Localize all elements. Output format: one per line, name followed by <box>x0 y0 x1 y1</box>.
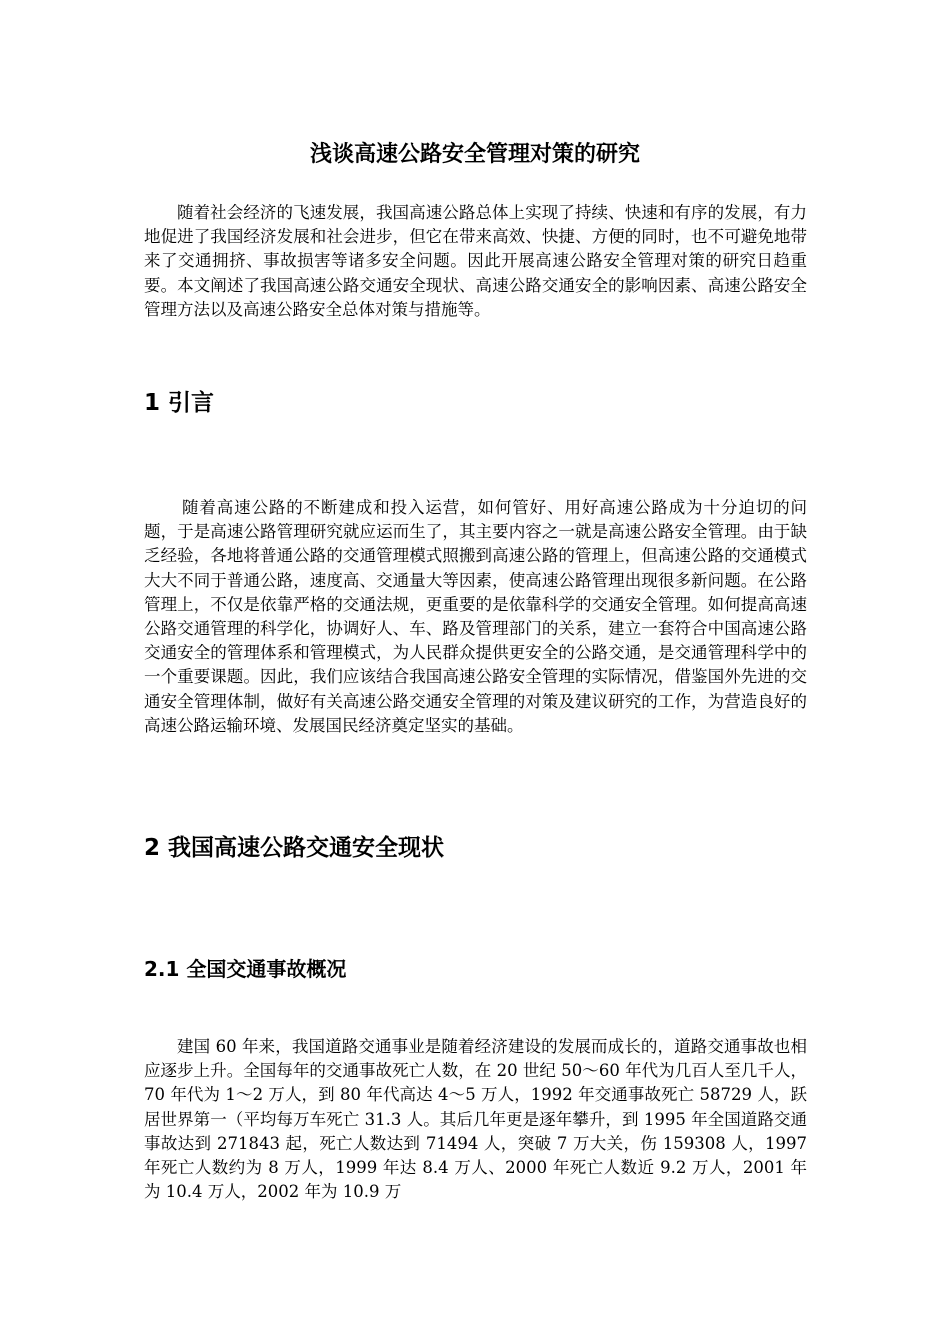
section-2-1-paragraph: 建国 60 年来，我国道路交通事业是随着经济建设的发展而成长的，道路交通事故也相应逐步上升。全国每年的交通事故死亡人数，在 20 世纪 50～60 年代为几百人至几千人，70 年代为 1～2 万人，到 80 年代高达 4～5 万人，1992 年交通事故死亡 58729 人，跃居世界第一（平均每万车死亡 31.3 人。其后几年更是逐年攀升，到 1995 年全国道路交通事故达到 271843 起，死亡人数达到 71494 人，突破 7 万大关，伤 159308 人，1997 年死亡人数约为 8 万人，1999 年达 8.4 万人、2000 年死亡人数近 9.2 万人，2001 年为 10.4 万人，2002 年为 10.9 万 <box>144 1037 807 1202</box>
section-2-heading: 2 我国高速公路交通安全现状 <box>144 835 445 861</box>
document-title: 浅谈高速公路安全管理对策的研究 <box>309 142 640 167</box>
abstract-paragraph: 随着社会经济的飞速发展，我国高速公路总体上实现了持续、快速和有序的发展，有力地促进了我国经济发展和社会进步，但它在带来高效、快捷、方便的同时，也不可避免地带来了交通拥挤、事故损害等诸多安全问题。因此开展高速公路安全管理对策的研究日趋重要。本文阐述了我国高速公路交通安全现状、高速公路交通安全的影响因素、高速公路安全管理方法以及高速公路安全总体对策与措施等。 <box>144 203 807 319</box>
section-1-heading: 1 引言 <box>144 390 215 416</box>
section-2-1-heading: 2.1 全国交通事故概况 <box>144 957 347 981</box>
section-1-paragraph: 随着高速公路的不断建成和投入运营，如何管好、用好高速公路成为十分迫切的问题，于是高速公路管理研究就应运而生了，其主要内容之一就是高速公路安全管理。由于缺乏经验，各地将普通公路的交通管理模式照搬到高速公路的管理上，但高速公路的交通模式大大不同于普通公路，速度高、交通量大等因素，使高速公路管理出现很多新问题。在公路管理上，不仅是依靠严格的交通法规，更重要的是依靠科学的交通安全管理。如何提高高速公路交通管理的科学化，协调好人、车、路及管理部门的关系，建立一套符合中国高速公路交通安全的管理体系和管理模式，为人民群众提供更安全的公路交通，是交通管理科学中的一个重要课题。因此，我们应该结合我国高速公路安全管理的实际情况，借鉴国外先进的交通安全管理体制，做好有关高速公路交通安全管理的对策及建议研究的工作，为营造良好的高速公路运输环境、发展国民经济奠定坚实的基础。 <box>144 498 807 735</box>
